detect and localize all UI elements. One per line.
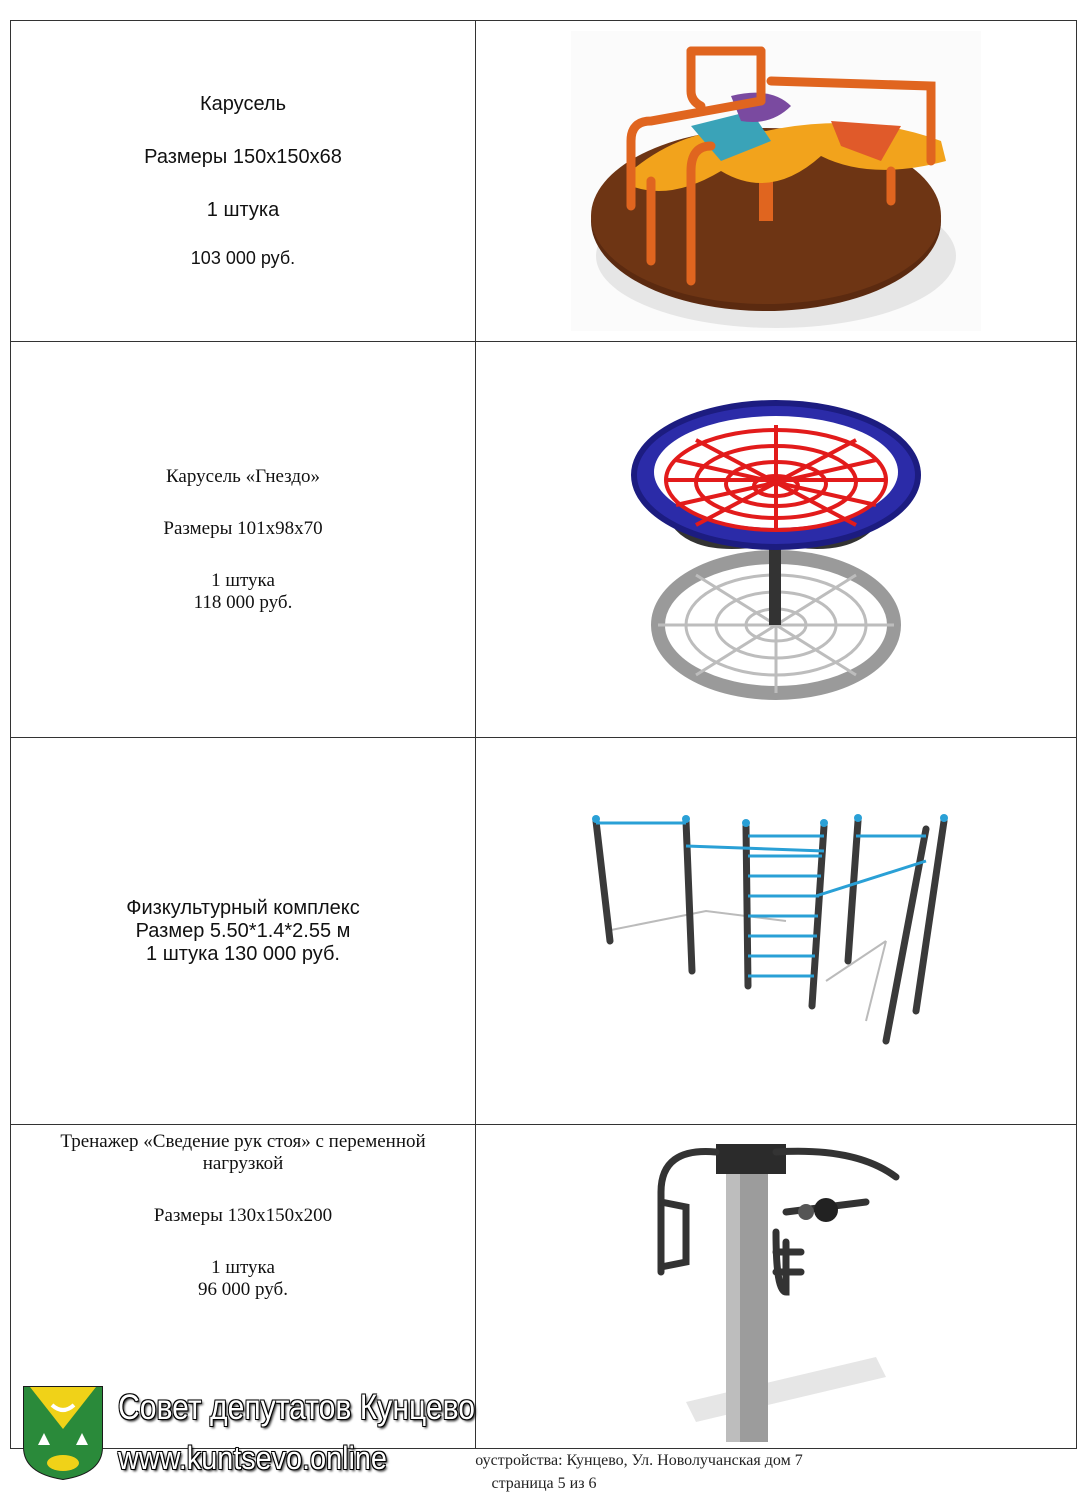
item-name: Карусель «Гнездо»: [165, 465, 321, 487]
item-quantity-price: 1 штука 130 000 руб.: [146, 942, 340, 965]
item-quantity: 1 штука: [211, 1257, 275, 1278]
item-size: Размеры 101х98х70: [163, 517, 323, 539]
item-size: Размеры 130х150х200: [153, 1205, 333, 1226]
item-name: Тренажер «Сведение рук стоя» с переменной: [60, 1131, 426, 1152]
workout-complex-illustration: [586, 801, 966, 1061]
table-row: [11, 21, 1077, 342]
table-row: [11, 342, 1077, 738]
item-description: [11, 21, 476, 342]
council-logo: [22, 1385, 104, 1486]
table-row: [11, 738, 1077, 1125]
equipment-table: [10, 20, 1077, 1449]
item-size: Размер 5.50*1.4*2.55 м: [135, 919, 351, 942]
arm-trainer-illustration: [626, 1132, 926, 1442]
item-price: 118 000 руб.: [193, 591, 293, 613]
footer-address: оустройства: Кунцево, Ул. Новолучанская дом 7: [475, 1452, 803, 1469]
item-description: [11, 738, 476, 1125]
item-description: [11, 342, 476, 738]
item-quantity: 1 штука: [206, 199, 280, 221]
item-image-cell: [476, 1125, 1077, 1449]
watermark-url[interactable]: www.kuntsevo.online: [118, 1440, 387, 1476]
item-image-cell: [476, 738, 1077, 1125]
item-size: Размеры 150х150х68: [144, 146, 342, 168]
item-price: 103 000 руб.: [190, 248, 296, 268]
item-quantity: 1 штука: [211, 569, 275, 591]
nest-swing-illustration: [616, 380, 936, 700]
item-name: Карусель: [200, 93, 286, 115]
item-name: Физкультурный комплекс: [126, 896, 360, 919]
item-name-continued: нагрузкой: [202, 1153, 284, 1174]
item-price: 96 000 руб.: [198, 1279, 288, 1300]
page-number: страница 5 из 6: [491, 1475, 597, 1492]
carousel-illustration: [571, 31, 981, 331]
watermark-title: Совет депутатов Кунцево: [118, 1388, 475, 1427]
item-image-cell: [476, 342, 1077, 738]
item-image-cell: [476, 21, 1077, 342]
